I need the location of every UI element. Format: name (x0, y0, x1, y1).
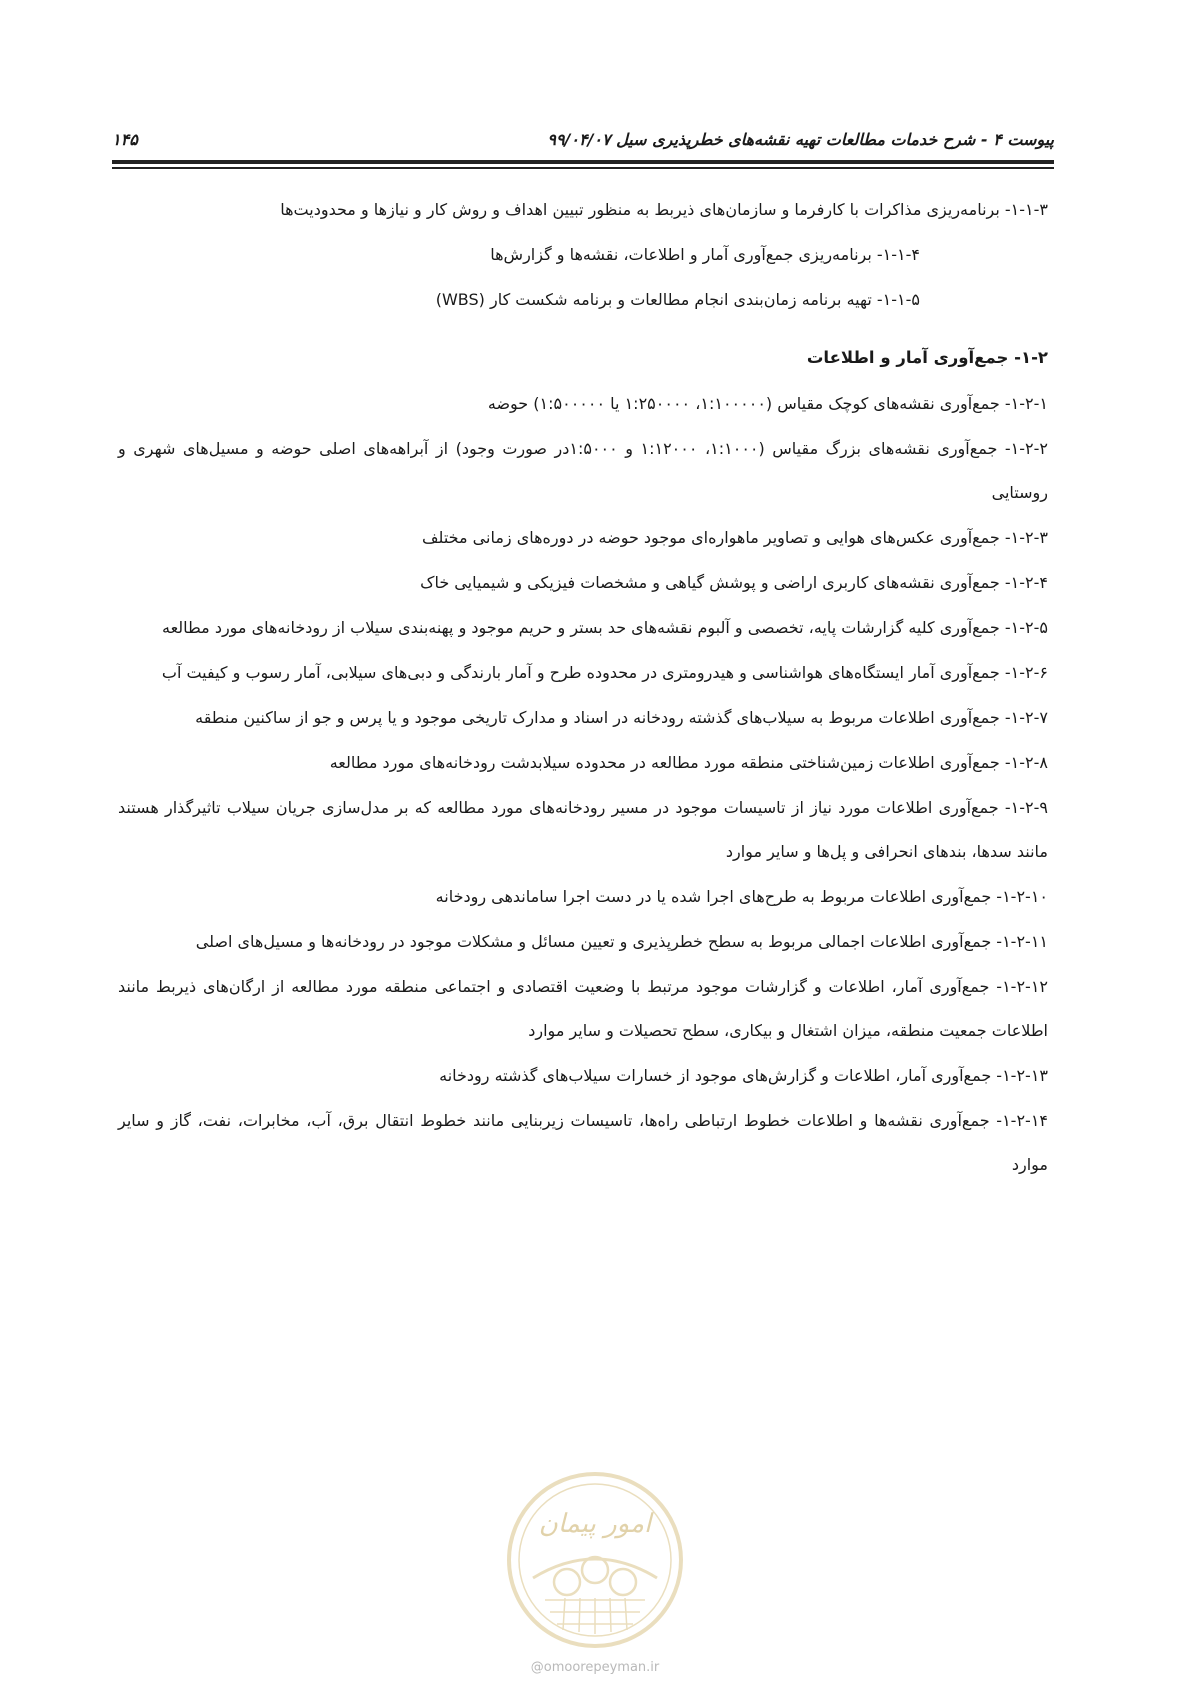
item-1-1-3: ۱-۱-۳- برنامه‌ریزی مذاکرات با کارفرما و سازمان‌های ذیربط به منظور تبیین اهداف و روش کار و نیازها و محدودیت‌ها (280, 200, 1048, 219)
item-1-1-5: ۱-۱-۵- تهیه برنامه زمان‌بندی انجام مطالعات و برنامه شکست کار (WBS) (435, 290, 920, 309)
page-number: ۱۴۵ (112, 130, 138, 149)
header-rule-thick (112, 160, 1054, 164)
item-1-2-9: ۱-۲-۹- جمع‌آوری اطلاعات مورد نیاز از تاسیسات موجود در مسیر رودخانه‌های مورد مطالعه که بر مدل‌سازی جریان سیلاب تاثیرگذار هستند مانند سدها، بندهای انحرافی و پل‌ها و سایر موارد (118, 798, 1048, 861)
item-1-2-14: ۱-۲-۱۴- جمع‌آوری نقشه‌ها و اطلاعات خطوط ارتباطی راه‌ها، تاسیسات زیربنایی مانند خطوط انتقال برق، آب، مخابرات، نفت، گاز و سایر موارد (118, 1111, 1048, 1174)
header-rule-thin (112, 167, 1054, 169)
item-1-2-6: ۱-۲-۶- جمع‌آوری آمار ایستگاه‌های هواشناسی و هیدرومتری در محدوده طرح و آمار بارندگی و دبی‌های سیلابی، آمار رسوب و کیفیت آب (161, 663, 1048, 682)
watermark-website: @omoorepeyman.ir (530, 1660, 660, 1675)
item-1-2-3: ۱-۲-۳- جمع‌آوری عکس‌های هوایی و تصاویر ماهواره‌ای موجود حوضه در دوره‌های زمانی مختلف (421, 528, 1048, 547)
item-1-2-5: ۱-۲-۵- جمع‌آوری کلیه گزارشات پایه، تخصصی و آلبوم نقشه‌های حد بستر و حریم موجود و پهنه‌بندی سیلاب از رودخانه‌های مورد مطالعه (161, 618, 1048, 637)
document-body (118, 188, 1048, 1188)
item-1-2-7: ۱-۲-۷- جمع‌آوری اطلاعات مربوط به سیلاب‌های گذشته رودخانه در اسناد و مدارک تاریخی موجود و یا پرس و جو از ساکنین منطقه (195, 708, 1048, 727)
item-1-2-12: ۱-۲-۱۲- جمع‌آوری آمار، اطلاعات و گزارشات موجود مرتبط با وضعیت اقتصادی و اجتماعی منطقه مورد مطالعه از ارگان‌های ذیربط مانند اطلاعات جمعیت منطقه، میزان اشتغال و بیکاری، سطح تحصیلات و سایر موارد (118, 977, 1048, 1040)
item-1-2-10: ۱-۲-۱۰- جمع‌آوری اطلاعات مربوط به طرح‌های اجرا شده یا در دست اجرا ساماندهی رودخانه (435, 887, 1048, 906)
section-heading: ۱-۲- جمع‌آوری آمار و اطلاعات (806, 348, 1048, 367)
item-1-2-2: ۱-۲-۲- جمع‌آوری نقشه‌های بزرگ مقیاس (۱:۱۰۰۰، ۱:۱۲۰۰۰ و ۱:۵۰۰۰در صورت وجود) از آبراهه‌های اصلی حوضه و مسیل‌های شهری و روستایی (118, 439, 1048, 502)
page-header (112, 124, 1054, 160)
item-1-2-8: ۱-۲-۸- جمع‌آوری اطلاعات زمین‌شناختی منطقه مورد مطالعه در محدوده سیلابدشت رودخانه‌های مورد مطالعه (329, 753, 1048, 772)
watermark-seal-icon (505, 1470, 685, 1650)
item-1-2-4: ۱-۲-۴- جمع‌آوری نقشه‌های کاربری اراضی و پوشش گیاهی و مشخصات فیزیکی و شیمیایی خاک (420, 573, 1048, 592)
item-1-1-4: ۱-۱-۴- برنامه‌ریزی جمع‌آوری آمار و اطلاعات، نقشه‌ها و گزارش‌ها (490, 245, 920, 264)
item-1-2-11: ۱-۲-۱۱- جمع‌آوری اطلاعات اجمالی مربوط به سطح خطرپذیری و تعیین مسائل و مشکلات موجود در رودخانه‌ها و مسیل‌های اصلی (195, 932, 1048, 951)
header-title: پیوست ۴ - شرح خدمات مطالعات تهیه نقشه‌های خطرپذیری سیل ۹۹/۰۴/۰۷ (547, 130, 1054, 149)
item-1-2-1: ۱-۲-۱- جمع‌آوری نقشه‌های کوچک مقیاس (۱:۱۰۰۰۰۰، ۱:۲۵۰۰۰۰ یا ۱:۵۰۰۰۰۰) حوضه (487, 394, 1048, 413)
seal-logo-text: امور پیمان (538, 1509, 652, 1539)
item-1-2-13: ۱-۲-۱۳- جمع‌آوری آمار، اطلاعات و گزارش‌های موجود از خسارات سیلاب‌های گذشته رودخانه (439, 1066, 1048, 1085)
